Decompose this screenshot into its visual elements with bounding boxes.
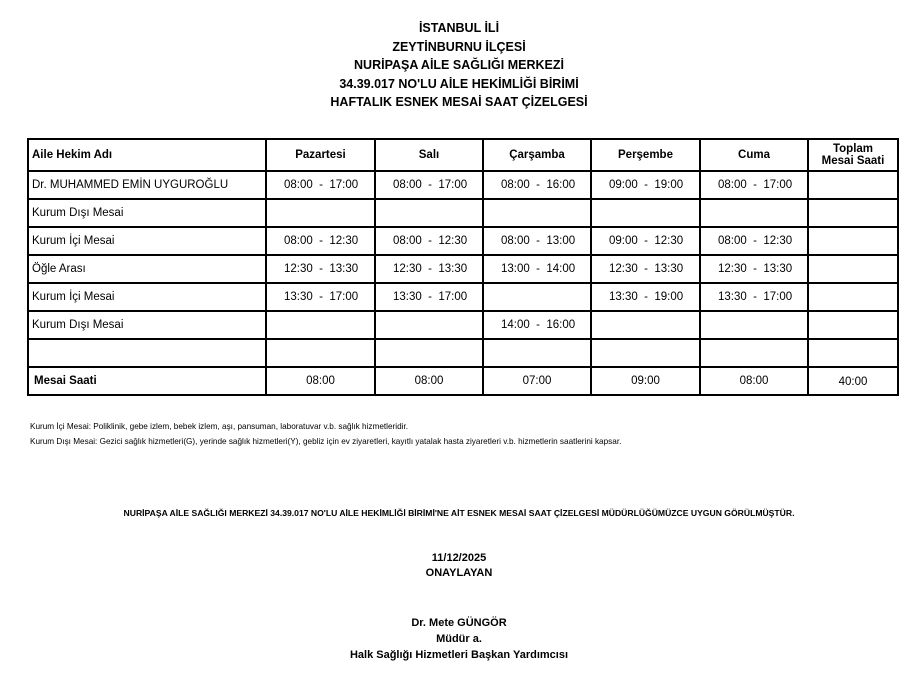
cell-friday: 12:30 - 13:30 xyxy=(700,255,808,283)
totals-row xyxy=(28,367,898,395)
row-label: Kurum İçi Mesai xyxy=(28,227,266,255)
cell-monday xyxy=(266,311,375,339)
cell-tuesday: 13:30 - 17:00 xyxy=(375,283,483,311)
cell-tuesday xyxy=(375,199,483,227)
row-label: Öğle Arası xyxy=(28,255,266,283)
header-friday: Cuma xyxy=(700,139,808,171)
table-row xyxy=(28,227,898,255)
cell-wednesday: 08:00 - 16:00 xyxy=(483,171,591,199)
row-label: Kurum İçi Mesai xyxy=(28,283,266,311)
total-thursday: 09:00 xyxy=(591,367,700,395)
totals-label: Mesai Saati xyxy=(28,367,266,395)
empty-row xyxy=(28,339,898,367)
cell-total xyxy=(808,255,898,283)
cell-friday: 08:00 - 17:00 xyxy=(700,171,808,199)
cell-tuesday: 12:30 - 13:30 xyxy=(375,255,483,283)
header-province: İSTANBUL İLİ xyxy=(418,21,500,35)
signer-role: Müdür a. xyxy=(436,633,482,645)
cell-wednesday xyxy=(483,199,591,227)
header-health-center: NURİPAŞA AİLE SAĞLIĞI MERKEZİ xyxy=(354,58,564,73)
table-row xyxy=(28,199,898,227)
approval-statement: NURİPAŞA AİLE SAĞLIĞI MERKEZİ 34.39.017 NO'LU AİLE HEKİMLİĞİ BİRİMİ'NE AİT ESNEK MESAİ SAAT ÇİZELGESİ MÜDÜRLÜĞÜMÜZCE UYGUN GÖRÜLMÜŞTÜR. xyxy=(123,508,795,518)
empty-cell xyxy=(266,339,375,367)
signer-block xyxy=(0,615,918,663)
cell-wednesday xyxy=(483,283,591,311)
empty-cell xyxy=(375,339,483,367)
total-tuesday: 08:00 xyxy=(375,367,483,395)
cell-total xyxy=(808,227,898,255)
header-district: ZEYTİNBURNU İLÇESİ xyxy=(392,39,526,54)
cell-friday: 13:30 - 17:00 xyxy=(700,283,808,311)
table-header-row xyxy=(28,139,898,171)
empty-cell xyxy=(483,339,591,367)
cell-total xyxy=(808,283,898,311)
header-total-line1: Toplam xyxy=(832,143,874,155)
cell-monday: 12:30 - 13:30 xyxy=(266,255,375,283)
empty-cell xyxy=(808,339,898,367)
cell-friday: 08:00 - 12:30 xyxy=(700,227,808,255)
cell-total xyxy=(808,311,898,339)
table-row xyxy=(28,171,898,199)
header-thursday: Perşembe xyxy=(591,139,700,171)
cell-wednesday: 14:00 - 16:00 xyxy=(483,311,591,339)
header-title: HAFTALIK ESNEK MESAİ SAAT ÇİZELGESİ xyxy=(330,95,588,110)
header-wednesday: Çarşamba xyxy=(483,139,591,171)
cell-thursday: 12:30 - 13:30 xyxy=(591,255,700,283)
total-wednesday: 07:00 xyxy=(483,367,591,395)
cell-total xyxy=(808,199,898,227)
cell-tuesday: 08:00 - 17:00 xyxy=(375,171,483,199)
cell-total xyxy=(808,171,898,199)
total-weekly-hours: 40:00 xyxy=(808,367,898,395)
approval-block xyxy=(0,551,918,580)
cell-thursday xyxy=(591,199,700,227)
document-header xyxy=(0,19,918,112)
empty-cell xyxy=(591,339,700,367)
cell-friday xyxy=(700,311,808,339)
cell-tuesday xyxy=(375,311,483,339)
table-row xyxy=(28,255,898,283)
header-total-line2: Mesai Saati xyxy=(821,155,885,167)
header-total-hours xyxy=(808,139,898,171)
approval-label: ONAYLAYAN xyxy=(425,566,493,579)
header-monday: Pazartesi xyxy=(266,139,375,171)
note-internal-hours: Kurum İçi Mesai: Poliklinik, gebe izlem, bebek izlem, aşı, pansuman, laboratuvar v.b. sağlık hizmetleridir. xyxy=(30,422,408,431)
cell-wednesday: 13:00 - 14:00 xyxy=(483,255,591,283)
cell-monday: 13:30 - 17:00 xyxy=(266,283,375,311)
table-row xyxy=(28,283,898,311)
empty-cell xyxy=(28,339,266,367)
cell-thursday xyxy=(591,311,700,339)
cell-monday xyxy=(266,199,375,227)
header-physician-name: Aile Hekim Adı xyxy=(28,139,266,171)
footnotes xyxy=(30,420,621,449)
total-friday: 08:00 xyxy=(700,367,808,395)
cell-wednesday: 08:00 - 13:00 xyxy=(483,227,591,255)
cell-monday: 08:00 - 12:30 xyxy=(266,227,375,255)
header-unit: 34.39.017 NO'LU AİLE HEKİMLİĞİ BİRİMİ xyxy=(339,76,579,91)
approval-date: 11/12/2025 xyxy=(431,552,487,564)
note-external-hours: Kurum Dışı Mesai: Gezici sağlık hizmetleri(G), yerinde sağlık hizmetleri(Y), gebliz için ev ziyaretleri, kayıtlı yatalak hasta ziyaretleri v.b. hizmetlerin saatlerini kapsar. xyxy=(30,436,622,446)
empty-cell xyxy=(700,339,808,367)
cell-thursday: 09:00 - 12:30 xyxy=(591,227,700,255)
schedule-table xyxy=(27,138,899,396)
cell-monday: 08:00 - 17:00 xyxy=(266,171,375,199)
header-tuesday: Salı xyxy=(375,139,483,171)
table-row xyxy=(28,311,898,339)
cell-friday xyxy=(700,199,808,227)
cell-thursday: 13:30 - 19:00 xyxy=(591,283,700,311)
cell-thursday: 09:00 - 19:00 xyxy=(591,171,700,199)
cell-tuesday: 08:00 - 12:30 xyxy=(375,227,483,255)
signer-title: Halk Sağlığı Hizmetleri Başkan Yardımcısı xyxy=(349,649,569,661)
signer-name: Dr. Mete GÜNGÖR xyxy=(411,617,507,629)
row-label: Kurum Dışı Mesai xyxy=(28,199,266,227)
row-label: Kurum Dışı Mesai xyxy=(28,311,266,339)
row-label: Dr. MUHAMMED EMİN UYGUROĞLU xyxy=(28,171,266,199)
total-monday: 08:00 xyxy=(266,367,375,395)
